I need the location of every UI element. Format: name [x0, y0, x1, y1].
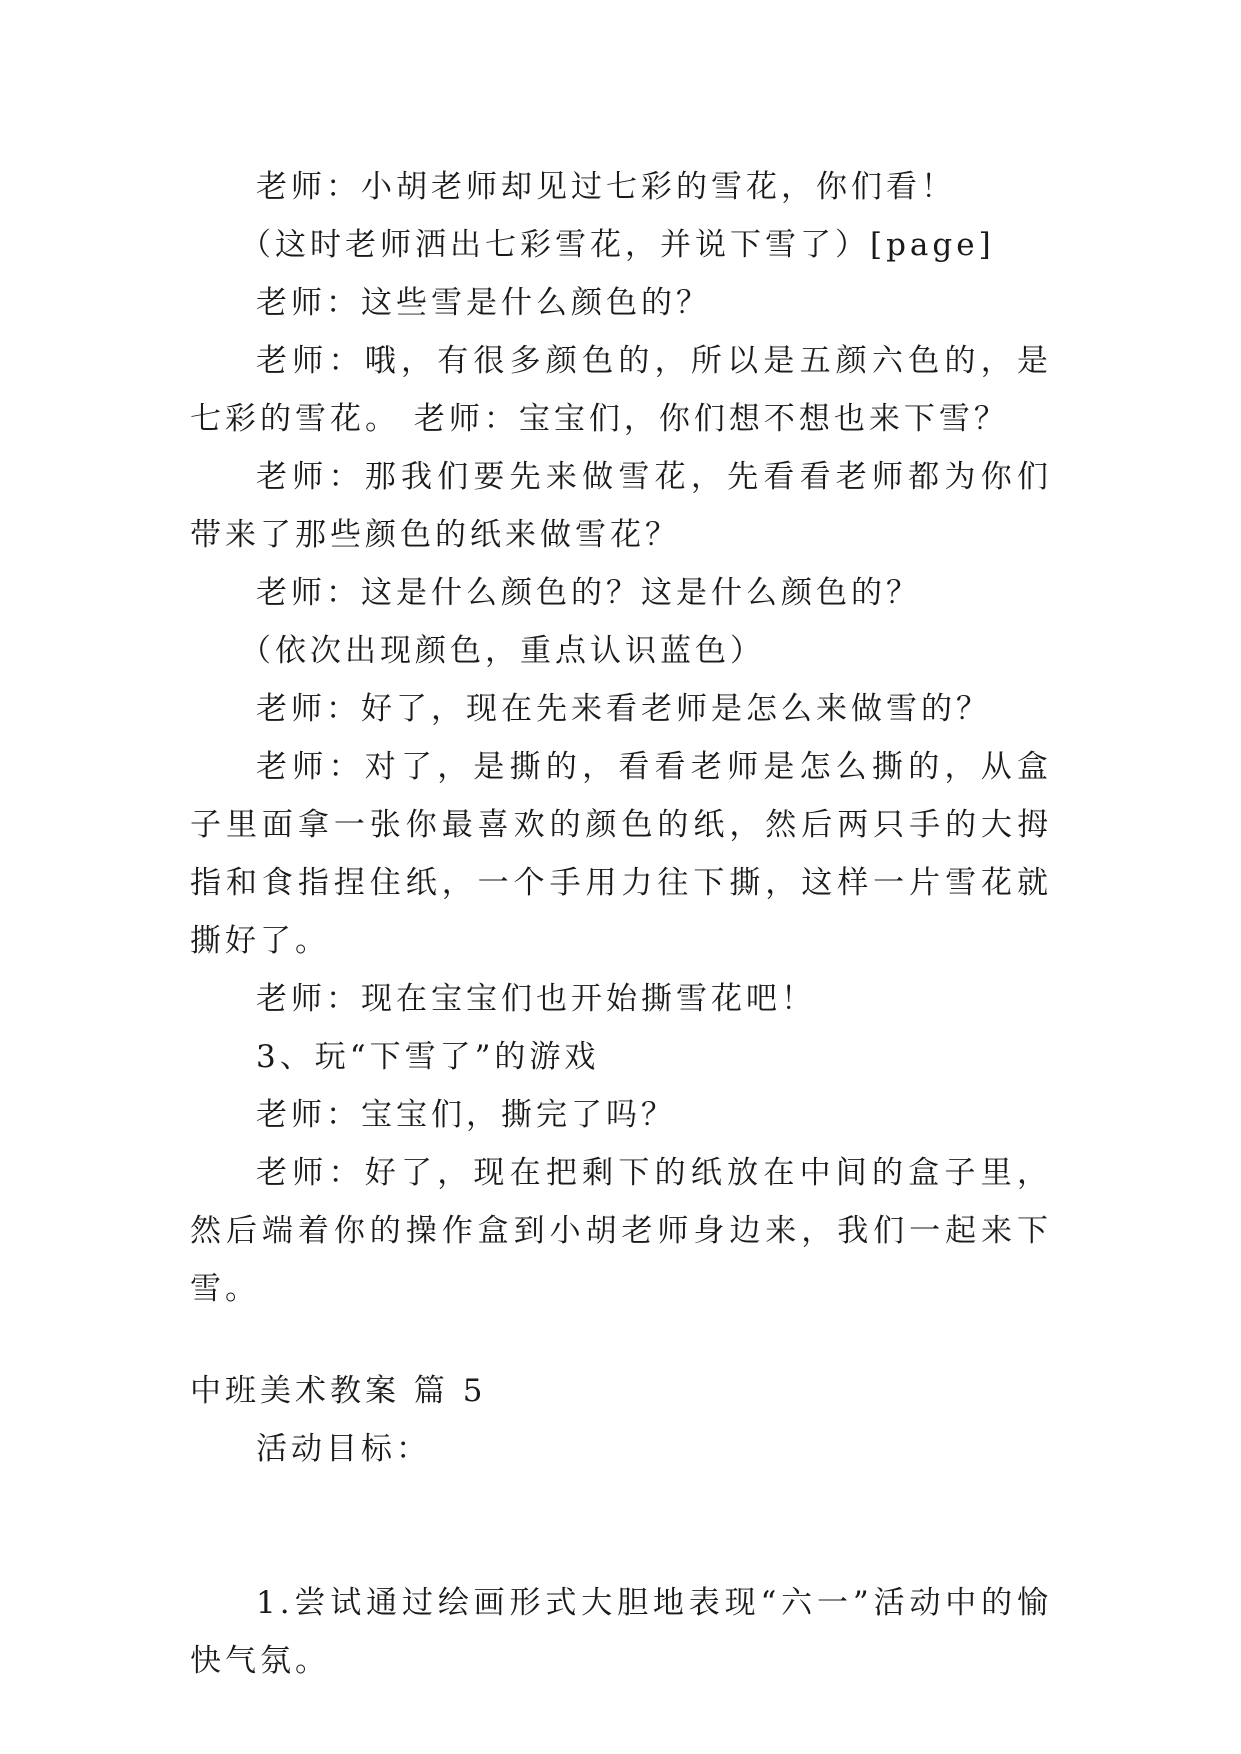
paragraph-3: 老师：这些雪是什么颜色的？ — [256, 285, 711, 321]
paragraph-11: 3、玩“下雪了”的游戏 — [256, 1039, 600, 1075]
paragraph-6: 老师：这是什么颜色的？这是什么颜色的？ — [256, 575, 921, 611]
paragraph-2: （这时老师洒出七彩雪花，并说下雪了）[page] — [240, 227, 995, 263]
paragraph-5: 老师：那我们要先来做雪花，先看看老师都为你们带来了那些颜色的纸来做雪花？ — [190, 459, 1052, 553]
goal-heading: 活动目标： — [256, 1431, 431, 1467]
document-page — [190, 158, 1052, 1690]
section-title: 中班美术教案 篇 5 — [190, 1373, 487, 1409]
paragraph-8: 老师：好了，现在先来看老师是怎么来做雪的？ — [256, 691, 991, 727]
paragraph-7: （依次出现颜色，重点认识蓝色） — [240, 633, 765, 669]
paragraph-9: 老师：对了，是撕的，看看老师是怎么撕的，从盒子里面拿一张你最喜欢的颜色的纸，然后两只手的大拇指和食指捏住纸，一个手用力往下撕，这样一片雪花就撕好了。 — [190, 749, 1052, 959]
goal-item-1: 1.尝试通过绘画形式大胆地表现“六一”活动中的愉快气氛。 — [190, 1585, 1052, 1679]
paragraph-10: 老师：现在宝宝们也开始撕雪花吧！ — [256, 981, 816, 1017]
paragraph-1: 老师：小胡老师却见过七彩的雪花，你们看！ — [256, 169, 956, 205]
paragraph-4: 老师：哦，有很多颜色的，所以是五颜六色的，是七彩的雪花。 老师：宝宝们，你们想不想也来下雪？ — [190, 343, 1052, 437]
paragraph-12: 老师：宝宝们，撕完了吗？ — [256, 1097, 676, 1133]
paragraph-13: 老师：好了，现在把剩下的纸放在中间的盒子里，然后端着你的操作盒到小胡老师身边来，我们一起来下雪。 — [190, 1155, 1052, 1307]
